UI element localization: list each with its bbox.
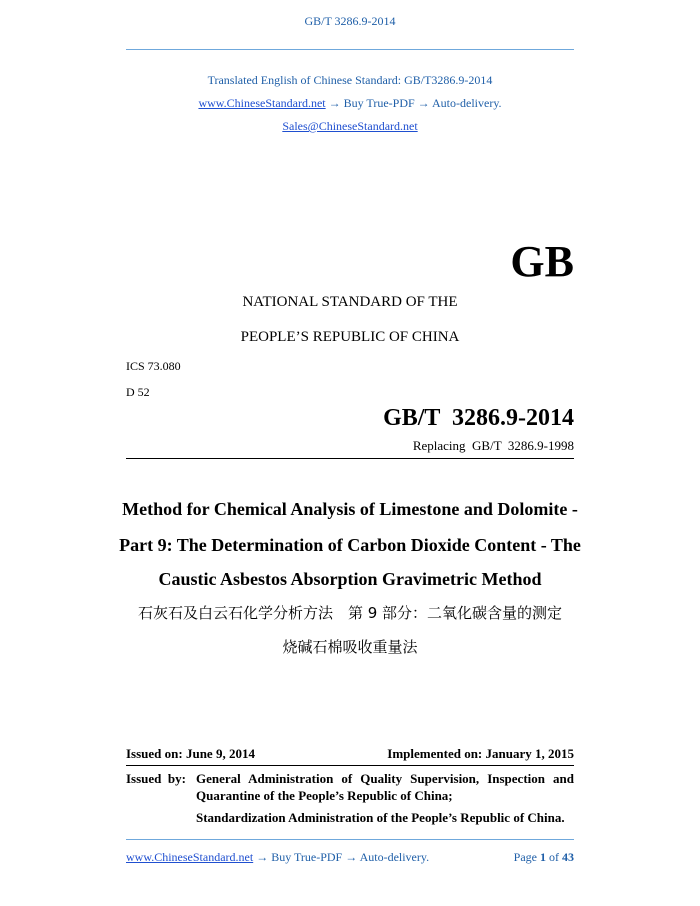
footer-site-link[interactable]: www.ChineseStandard.net xyxy=(126,850,254,864)
dates-divider xyxy=(126,765,574,766)
page-total: 43 xyxy=(562,850,574,864)
standard-number: GB/T 3286.9-2014 xyxy=(383,405,574,431)
header-buy-text: → Buy True-PDF → Auto-delivery. xyxy=(328,96,502,110)
replacing-line: Replacing GB/T 3286.9-1998 xyxy=(412,438,574,453)
ics-code: ICS 73.080 xyxy=(126,359,181,373)
title-zh-line2: 烧碱石棉吸收重量法 xyxy=(282,638,418,656)
issuer-label: Issued by: xyxy=(126,771,186,786)
page-of: of xyxy=(549,850,559,864)
national-standard-line1: NATIONAL STANDARD OF THE xyxy=(242,294,458,310)
running-header-title: GB/T 3286.9-2014 xyxy=(304,14,396,28)
header-site-link[interactable]: www.ChineseStandard.net xyxy=(198,96,326,110)
ccs-code: D 52 xyxy=(126,385,150,399)
page-label: Page xyxy=(513,850,537,864)
footer-divider xyxy=(126,839,574,840)
header-email-link[interactable]: Sales@ChineseStandard.net xyxy=(282,119,418,133)
header-divider xyxy=(126,49,574,50)
standard-divider xyxy=(126,458,574,459)
issued-date: Issued on: June 9, 2014 xyxy=(126,746,255,761)
title-en-line1: Method for Chemical Analysis of Limestone and Dolomite - xyxy=(122,499,578,519)
footer-buy-text: → Buy True-PDF → Auto-delivery. xyxy=(256,850,430,864)
issuer-line1: General Administration of Quality Supervision, Inspection and xyxy=(196,771,574,786)
page-current: 1 xyxy=(540,850,546,864)
issuer-line3: Standardization Administration of the People’s Republic of China. xyxy=(196,810,565,825)
translated-line: Translated English of Chinese Standard: GB/T3286.9-2014 xyxy=(207,73,493,87)
title-en-line3: Caustic Asbestos Absorption Gravimetric Method xyxy=(158,569,542,589)
implemented-date: Implemented on: January 1, 2015 xyxy=(387,746,574,761)
header-link-row xyxy=(0,96,700,111)
gb-mark: GB xyxy=(510,237,574,286)
national-standard-line2: PEOPLE’S REPUBLIC OF CHINA xyxy=(240,329,460,345)
issuer-line2: Quarantine of the People’s Republic of China; xyxy=(196,788,453,803)
page-indicator xyxy=(0,850,574,865)
title-en-line2: Part 9: The Determination of Carbon Dioxide Content - The xyxy=(119,535,581,555)
header-email-row xyxy=(0,119,700,134)
title-zh-line1: 石灰石及白云石化学分析方法 第 9 部分：二氧化碳含量的测定 xyxy=(137,604,563,622)
